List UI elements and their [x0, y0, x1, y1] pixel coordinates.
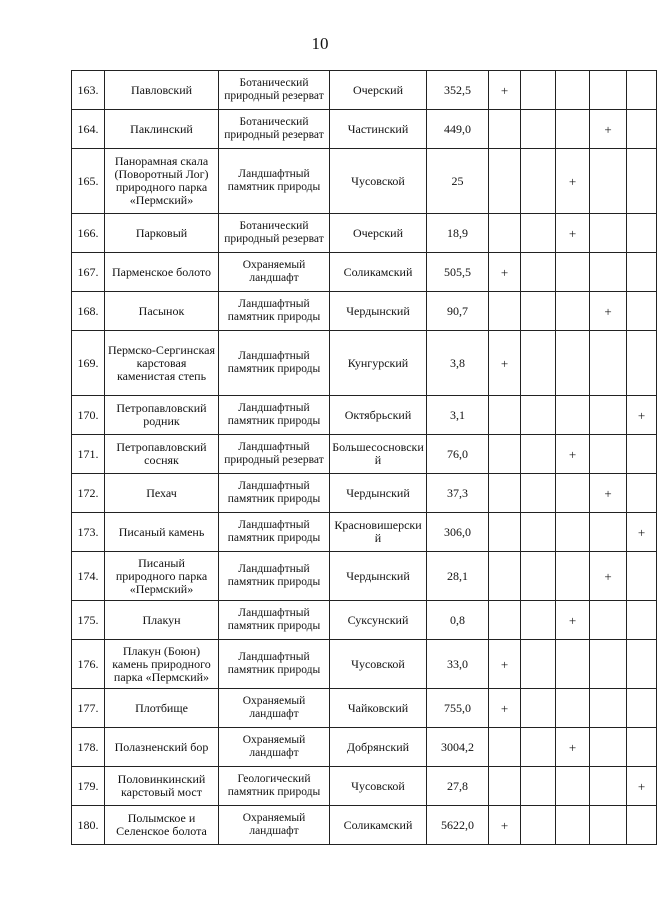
row-number-cell: 175. — [72, 601, 105, 640]
table-row — [72, 253, 657, 292]
district-cell: Чердынский — [330, 292, 427, 331]
mark-cell — [556, 513, 590, 552]
object-name-cell: Полымское и Селенское болота — [105, 806, 219, 845]
mark-cell — [590, 806, 627, 845]
area-cell: 3,1 — [427, 396, 489, 435]
area-cell: 18,9 — [427, 214, 489, 253]
mark-cell: + — [590, 110, 627, 149]
area-cell: 0,8 — [427, 601, 489, 640]
object-name-cell: Паклинский — [105, 110, 219, 149]
mark-cell — [521, 689, 556, 728]
category-cell: Ботанический природный резерват — [219, 214, 330, 253]
mark-cell — [521, 806, 556, 845]
mark-cell — [521, 435, 556, 474]
table-row — [72, 601, 657, 640]
mark-cell — [521, 396, 556, 435]
mark-cell: + — [489, 253, 521, 292]
category-cell: Ландшафтный памятник природы — [219, 149, 330, 214]
mark-cell — [521, 552, 556, 601]
object-name-cell: Пасынок — [105, 292, 219, 331]
mark-cell: + — [590, 292, 627, 331]
row-number-cell: 169. — [72, 331, 105, 396]
mark-cell — [627, 806, 657, 845]
mark-cell — [521, 149, 556, 214]
row-number-cell: 167. — [72, 253, 105, 292]
row-number-cell: 174. — [72, 552, 105, 601]
district-cell: Чусовской — [330, 767, 427, 806]
mark-cell — [521, 253, 556, 292]
mark-cell — [489, 601, 521, 640]
mark-cell — [590, 149, 627, 214]
area-cell: 306,0 — [427, 513, 489, 552]
row-number-cell: 168. — [72, 292, 105, 331]
mark-cell: + — [627, 767, 657, 806]
mark-cell — [489, 474, 521, 513]
mark-cell — [590, 331, 627, 396]
mark-cell — [556, 689, 590, 728]
row-number-cell: 165. — [72, 149, 105, 214]
mark-cell — [556, 474, 590, 513]
mark-cell — [521, 292, 556, 331]
mark-cell — [521, 513, 556, 552]
area-cell: 27,8 — [427, 767, 489, 806]
mark-cell — [590, 728, 627, 767]
mark-cell — [489, 767, 521, 806]
mark-cell: + — [489, 640, 521, 689]
mark-cell: + — [627, 513, 657, 552]
protected-areas-table — [71, 70, 657, 845]
mark-cell — [521, 474, 556, 513]
object-name-cell: Петропавловский родник — [105, 396, 219, 435]
mark-cell — [521, 728, 556, 767]
mark-cell: + — [556, 601, 590, 640]
mark-cell — [590, 767, 627, 806]
table-row — [72, 640, 657, 689]
table-row — [72, 728, 657, 767]
row-number-cell: 177. — [72, 689, 105, 728]
category-cell: Ботанический природный резерват — [219, 110, 330, 149]
row-number-cell: 172. — [72, 474, 105, 513]
area-cell: 90,7 — [427, 292, 489, 331]
area-cell: 25 — [427, 149, 489, 214]
mark-cell — [489, 435, 521, 474]
mark-cell — [556, 552, 590, 601]
mark-cell — [627, 601, 657, 640]
mark-cell — [556, 71, 590, 110]
mark-cell: + — [489, 689, 521, 728]
mark-cell — [627, 474, 657, 513]
mark-cell — [489, 214, 521, 253]
row-number-cell: 170. — [72, 396, 105, 435]
row-number-cell: 173. — [72, 513, 105, 552]
object-name-cell: Полазненский бор — [105, 728, 219, 767]
mark-cell — [556, 767, 590, 806]
mark-cell: + — [627, 396, 657, 435]
mark-cell — [590, 396, 627, 435]
category-cell: Охраняемый ландшафт — [219, 689, 330, 728]
mark-cell: + — [556, 214, 590, 253]
mark-cell — [521, 110, 556, 149]
district-cell: Октябрьский — [330, 396, 427, 435]
mark-cell — [627, 689, 657, 728]
category-cell: Геологический памятник природы — [219, 767, 330, 806]
table-row — [72, 331, 657, 396]
category-cell: Ландшафтный памятник природы — [219, 474, 330, 513]
mark-cell — [627, 640, 657, 689]
table-row — [72, 474, 657, 513]
mark-cell — [489, 728, 521, 767]
mark-cell — [556, 292, 590, 331]
district-cell: Добрянский — [330, 728, 427, 767]
mark-cell — [627, 435, 657, 474]
mark-cell — [590, 214, 627, 253]
mark-cell — [627, 71, 657, 110]
mark-cell: + — [489, 331, 521, 396]
mark-cell — [590, 435, 627, 474]
area-cell: 5622,0 — [427, 806, 489, 845]
area-cell: 3004,2 — [427, 728, 489, 767]
table-row — [72, 689, 657, 728]
table-row — [72, 806, 657, 845]
mark-cell — [590, 71, 627, 110]
category-cell: Ландшафтный памятник природы — [219, 292, 330, 331]
mark-cell — [521, 640, 556, 689]
district-cell: Частинский — [330, 110, 427, 149]
district-cell: Чусовской — [330, 640, 427, 689]
mark-cell: + — [489, 71, 521, 110]
mark-cell — [489, 552, 521, 601]
mark-cell — [489, 396, 521, 435]
mark-cell — [627, 253, 657, 292]
district-cell: Чердынский — [330, 474, 427, 513]
mark-cell — [521, 601, 556, 640]
row-number-cell: 180. — [72, 806, 105, 845]
mark-cell — [489, 149, 521, 214]
object-name-cell: Пермско-Сергинская карстовая каменистая степь — [105, 331, 219, 396]
category-cell: Ландшафтный памятник природы — [219, 396, 330, 435]
category-cell: Охраняемый ландшафт — [219, 253, 330, 292]
area-cell: 33,0 — [427, 640, 489, 689]
table-row — [72, 292, 657, 331]
district-cell: Очерский — [330, 71, 427, 110]
district-cell: Кунгурский — [330, 331, 427, 396]
mark-cell — [556, 253, 590, 292]
category-cell: Охраняемый ландшафт — [219, 806, 330, 845]
mark-cell — [521, 331, 556, 396]
mark-cell — [590, 513, 627, 552]
mark-cell — [627, 552, 657, 601]
row-number-cell: 171. — [72, 435, 105, 474]
table-row — [72, 435, 657, 474]
object-name-cell: Плакун (Боюн) камень природного парка «Пермский» — [105, 640, 219, 689]
category-cell: Охраняемый ландшафт — [219, 728, 330, 767]
district-cell: Очерский — [330, 214, 427, 253]
category-cell: Ландшафтный памятник природы — [219, 331, 330, 396]
object-name-cell: Пехач — [105, 474, 219, 513]
mark-cell — [521, 71, 556, 110]
mark-cell: + — [556, 149, 590, 214]
object-name-cell: Писаный камень — [105, 513, 219, 552]
table-row — [72, 513, 657, 552]
category-cell: Ландшафтный памятник природы — [219, 640, 330, 689]
table-body — [72, 71, 657, 845]
object-name-cell: Панорамная скала (Поворотный Лог) природного парка «Пермский» — [105, 149, 219, 214]
mark-cell — [590, 253, 627, 292]
mark-cell: + — [556, 435, 590, 474]
object-name-cell: Плотбище — [105, 689, 219, 728]
mark-cell — [590, 601, 627, 640]
mark-cell — [489, 513, 521, 552]
mark-cell — [489, 292, 521, 331]
mark-cell — [627, 728, 657, 767]
mark-cell: + — [489, 806, 521, 845]
object-name-cell: Плакун — [105, 601, 219, 640]
mark-cell: + — [590, 552, 627, 601]
mark-cell — [556, 640, 590, 689]
mark-cell — [556, 396, 590, 435]
mark-cell — [556, 331, 590, 396]
district-cell: Красновишерский — [330, 513, 427, 552]
row-number-cell: 164. — [72, 110, 105, 149]
area-cell: 755,0 — [427, 689, 489, 728]
object-name-cell: Половинкинский карстовый мост — [105, 767, 219, 806]
area-cell: 76,0 — [427, 435, 489, 474]
table-row — [72, 552, 657, 601]
area-cell: 3,8 — [427, 331, 489, 396]
district-cell: Чайковский — [330, 689, 427, 728]
object-name-cell: Парковый — [105, 214, 219, 253]
mark-cell — [556, 110, 590, 149]
mark-cell — [627, 331, 657, 396]
category-cell: Ландшафтный памятник природы — [219, 601, 330, 640]
object-name-cell: Парменское болото — [105, 253, 219, 292]
category-cell: Ландшафтный памятник природы — [219, 552, 330, 601]
table-row — [72, 214, 657, 253]
mark-cell — [627, 292, 657, 331]
mark-cell — [521, 214, 556, 253]
table-row — [72, 110, 657, 149]
area-cell: 37,3 — [427, 474, 489, 513]
district-cell: Соликамский — [330, 806, 427, 845]
district-cell: Чусовской — [330, 149, 427, 214]
row-number-cell: 166. — [72, 214, 105, 253]
mark-cell — [627, 110, 657, 149]
mark-cell — [627, 149, 657, 214]
mark-cell — [489, 110, 521, 149]
table-row — [72, 396, 657, 435]
category-cell: Ботанический природный резерват — [219, 71, 330, 110]
area-cell: 28,1 — [427, 552, 489, 601]
mark-cell — [590, 640, 627, 689]
row-number-cell: 163. — [72, 71, 105, 110]
category-cell: Ландшафтный природный резерват — [219, 435, 330, 474]
object-name-cell: Писаный природного парка «Пермский» — [105, 552, 219, 601]
district-cell: Соликамский — [330, 253, 427, 292]
area-cell: 352,5 — [427, 71, 489, 110]
table-row — [72, 71, 657, 110]
object-name-cell: Павловский — [105, 71, 219, 110]
row-number-cell: 176. — [72, 640, 105, 689]
row-number-cell: 178. — [72, 728, 105, 767]
category-cell: Ландшафтный памятник природы — [219, 513, 330, 552]
area-cell: 505,5 — [427, 253, 489, 292]
table-row — [72, 767, 657, 806]
mark-cell — [556, 806, 590, 845]
district-cell: Большесосновский — [330, 435, 427, 474]
page-number: 10 — [311, 34, 329, 53]
district-cell: Чердынский — [330, 552, 427, 601]
area-cell: 449,0 — [427, 110, 489, 149]
row-number-cell: 179. — [72, 767, 105, 806]
mark-cell — [627, 214, 657, 253]
table-row — [72, 149, 657, 214]
mark-cell — [521, 767, 556, 806]
district-cell: Суксунский — [330, 601, 427, 640]
object-name-cell: Петропавловский сосняк — [105, 435, 219, 474]
mark-cell: + — [556, 728, 590, 767]
mark-cell: + — [590, 474, 627, 513]
mark-cell — [590, 689, 627, 728]
